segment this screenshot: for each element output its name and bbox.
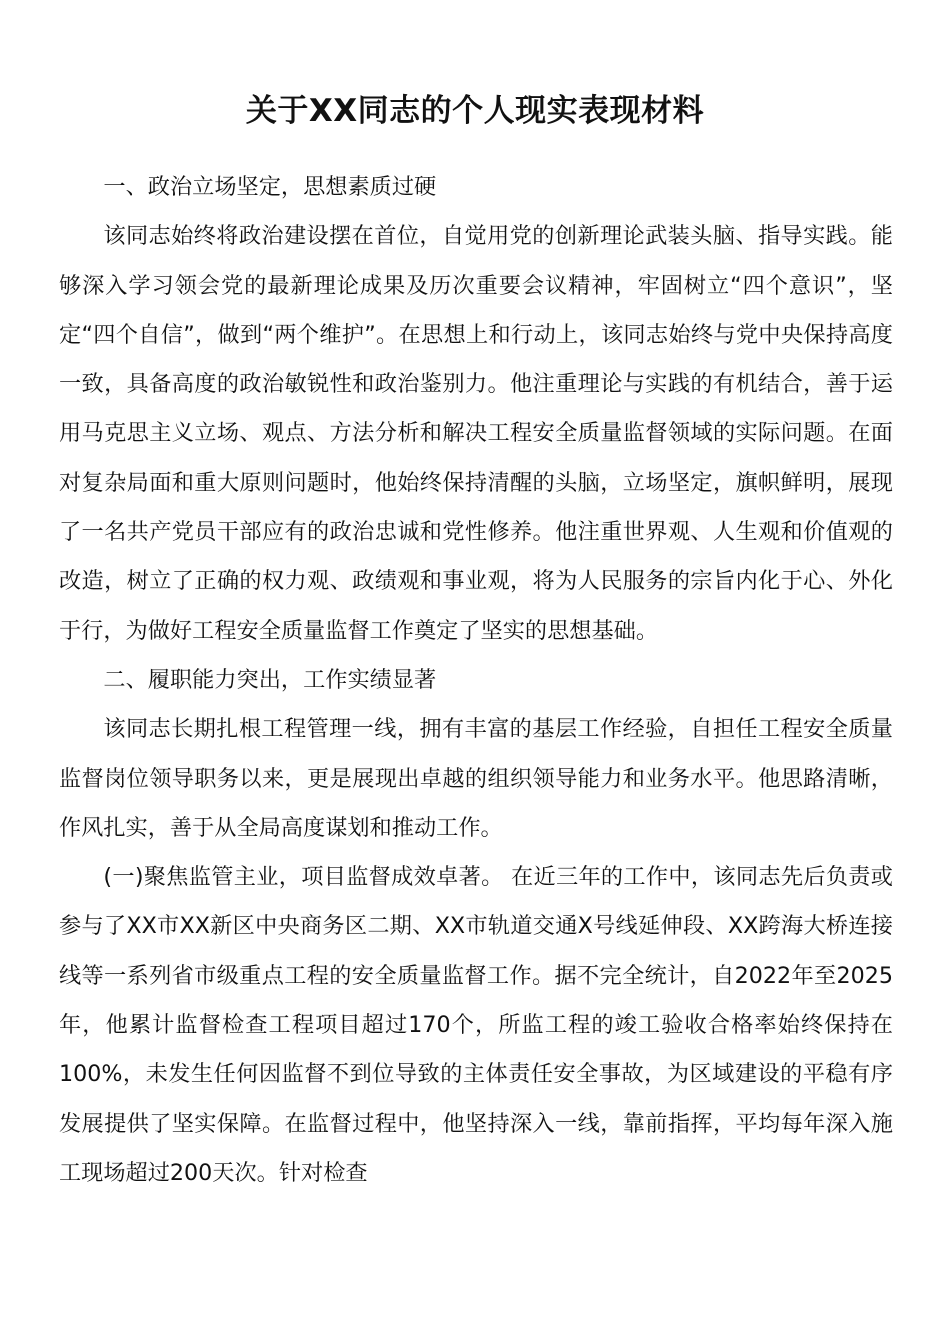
- section-2-paragraph-1: 该同志长期扎根工程管理一线，拥有丰富的基层工作经验，自担任工程安全质量监督岗位领导职务以来，更是展现出卓越的组织领导能力和业务水平。他思路清晰，作风扎实，善于从全局高度谋划和推动工作。: [59, 716, 893, 841]
- section-1-paragraph-1: 该同志始终将政治建设摆在首位，自觉用党的创新理论武装头脑、指导实践。能够深入学习领会党的最新理论成果及历次重要会议精神，牢固树立“四个意识”，坚定“四个自信”，做到“两个维护”。在思想上和行动上，该同志始终与党中央保持高度一致，具备高度的政治敏锐性和政治鉴别力。他注重理论与实践的有机结合，善于运用马克思主义立场、观点、方法分析和解决工程安全质量监督领域的实际问题。在面对复杂局面和重大原则问题时，他始终保持清醒的头脑，立场坚定，旗帜鲜明，展现了一名共产党员干部应有的政治忠诚和党性修养。他注重世界观、人生观和价值观的改造，树立了正确的权力观、政绩观和事业观，将为人民服务的宗旨内化于心、外化于行，为做好工程安全质量监督工作奠定了坚实的思想基础。: [59, 223, 893, 644]
- section-heading-1: 一、政治立场坚定，思想素质过硬: [103, 174, 437, 200]
- section-heading-2: 二、履职能力突出，工作实绩显著: [103, 666, 437, 693]
- section-2-paragraph-2: (一)聚焦监管主业，项目监督成效卓著。 在近三年的工作中，该同志先后负责或参与了XX市XX新区中央商务区二期、XX市轨道交通X号线延伸段、XX跨海大桥连接线等一系列省市级重点工程的安全质量监督工作。据不完全统计，自2022年至2025年，他累计监督检查工程项目超过170个，所监工程的竣工验收合格率始终保持在100%，未发生任何因监督不到位导致的主体责任安全事故，为区域建设的平稳有序发展提供了坚实保障。在监督过程中，他坚持深入一线，靠前指挥，平均每年深入施工现场超过200天次。针对检查: [59, 864, 893, 1186]
- document-title: 关于XX同志的个人现实表现材料: [245, 92, 705, 129]
- document-body: [59, 163, 893, 1198]
